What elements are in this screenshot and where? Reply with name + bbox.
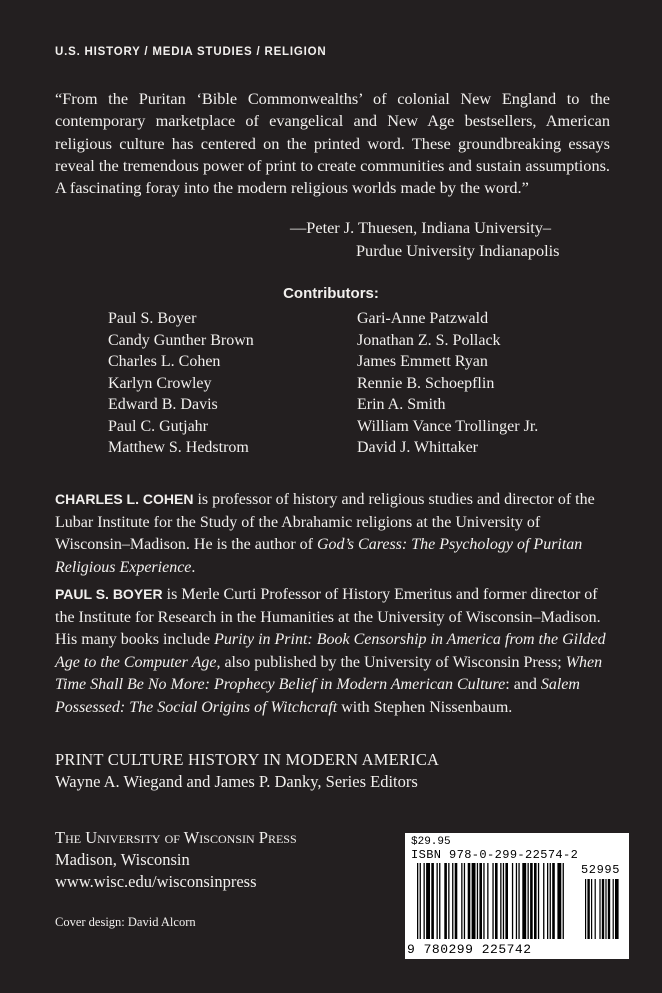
bio-name: PAUL S. BOYER (55, 586, 163, 602)
contributors-heading: Contributors: (283, 285, 379, 302)
contributor-name: William Vance Trollinger Jr. (357, 417, 539, 435)
bio-cohen (55, 488, 610, 579)
contributor-name: Paul S. Boyer (108, 310, 197, 327)
isbn-barcode (405, 833, 629, 959)
contributor-name: Charles L. Cohen (108, 353, 221, 370)
contributor-name: Matthew S. Hedstrom (108, 439, 249, 456)
bio-name: CHARLES L. COHEN (55, 491, 194, 507)
book-title: When Time Shall Be No More: Prophecy Belief in Modern American Culture (55, 653, 603, 693)
blurb-quote: “From the Puritan ‘Bible Commonwealths’ of colonial New England to the contemporary marketplace of evangelical and New Age bestsellers, American religious culture has centered on the printed word. These groundbreaking essays reveal the tremendous power of print to create communities and sustain assumptions. A fascinating foray into the modern religious worlds made by the word.” (55, 89, 610, 198)
bio-boyer (55, 583, 610, 719)
bio-text: is Merle Curti Professor of History Emeritus and former director of the Institute for Research in the Humanities at the University of Wisconsin–Madison. His many books include (55, 586, 601, 648)
series-editors: Wayne A. Wiegand and James P. Danky, Series Editors (55, 772, 418, 791)
bio-text-end: . (191, 558, 196, 576)
contributor-name: Jonathan Z. S. Pollack (357, 331, 501, 349)
cover-design-credit: Cover design: David Alcorn (55, 915, 196, 929)
bio-text-mid: : and (505, 676, 537, 693)
contributors-right-column (357, 308, 538, 459)
contributor-name: Erin A. Smith (357, 396, 446, 413)
series-title: PRINT CULTURE HISTORY IN MODERN AMERICA (55, 750, 440, 769)
contributor-name: Karlyn Crowley (108, 374, 212, 392)
isbn-label: ISBN 978-0-299-22574-2 (411, 848, 579, 862)
contributors-left-column (108, 308, 254, 459)
contributor-name: Rennie B. Schoepflin (357, 374, 495, 392)
price-label: $29.95 (411, 836, 451, 848)
book-title: God’s Caress: The Psychology of Puritan Religious Experience (55, 536, 583, 576)
contributor-name: David J. Whittaker (357, 439, 479, 456)
barcode-addon-digits: 52995 (581, 863, 621, 877)
contributor-name: James Emmett Ryan (357, 353, 488, 370)
publisher-name: The University of Wisconsin Press (55, 828, 297, 847)
category-line: U.S. HISTORY / MEDIA STUDIES / RELIGION (55, 46, 327, 58)
contributor-name: Candy Gunther Brown (108, 331, 254, 349)
ean-digits: 9 780299 225742 (407, 942, 532, 957)
contributor-name: Edward B. Davis (108, 396, 218, 413)
publisher-city: Madison, Wisconsin (55, 850, 190, 869)
publisher-url: www.wisc.edu/wisconsinpress (55, 872, 257, 891)
quote-attribution-line1: —Peter J. Thuesen, Indiana University– (290, 218, 552, 237)
bio-text: is professor of history and religious studies and director of the Lubar Institute for the Study of the Abrahamic religions at the University of Wisconsin–Madison. He is the author of (55, 491, 595, 553)
quote-attribution-line2: Purdue University Indianapolis (356, 241, 560, 260)
contributor-name: Gari-Anne Patzwald (357, 310, 489, 327)
book-title: Salem Possessed: The Social Origins of Witchcraft (55, 676, 580, 716)
book-title: Purity in Print: Book Censorship in America from the Gilded Age to the Computer Age (55, 631, 606, 671)
contributor-name: Paul C. Gutjahr (108, 417, 208, 435)
bio-text-mid: , also published by the University of Wisconsin Press; (216, 653, 562, 671)
bio-text-end: with Stephen Nissenbaum. (341, 698, 513, 716)
